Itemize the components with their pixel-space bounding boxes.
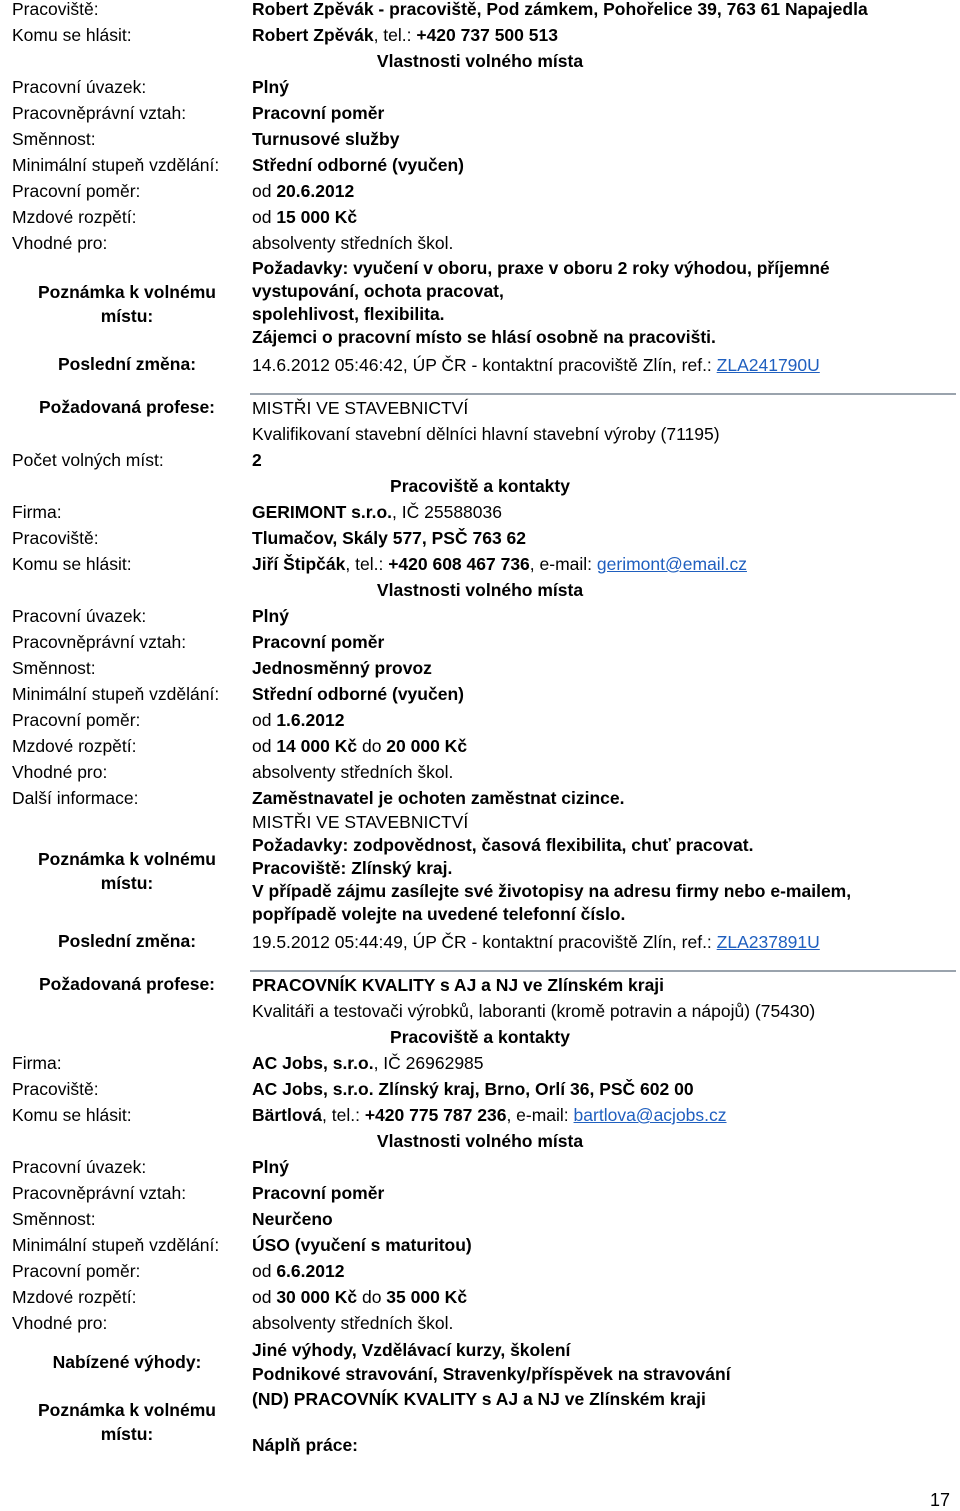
label: Mzdové rozpětí: <box>12 1287 137 1307</box>
note-line: vystupování, ochota pracovat, <box>252 281 504 301</box>
value: Pracovní poměr <box>252 103 385 123</box>
heading: Pracoviště a kontakty <box>390 1027 570 1047</box>
e3-pracoviste-row <box>0 1076 960 1102</box>
value <box>252 1258 344 1284</box>
value <box>252 707 344 733</box>
value: Plný <box>252 606 289 626</box>
tel-label: , tel.: <box>345 554 389 574</box>
label: Minimální stupeň vzdělání: <box>12 684 220 704</box>
contact-phone: +420 608 467 736 <box>388 554 530 574</box>
e2-poznamka-label <box>12 847 242 895</box>
label-line-1: Poznámka k volnému <box>38 1400 216 1420</box>
company-id: 26962985 <box>405 1053 484 1073</box>
label: Komu se hlásit: <box>12 554 132 574</box>
value: absolventy středních škol. <box>252 762 454 782</box>
label: Poslední změna: <box>57 931 197 951</box>
note-line: V případě zájmu zasílejte své životopisy na adresu firmy nebo e-mailem, <box>252 881 852 901</box>
contact-phone: +420 775 787 236 <box>364 1105 507 1125</box>
value: Střední odborné (vyučen) <box>252 684 464 704</box>
e3-vyhody-text <box>252 1338 731 1386</box>
e3-vyhody-label <box>12 1350 242 1374</box>
value: Robert Zpěvák - pracoviště, Pod zámkem, Pohořelice 39, 763 61 Napajedla <box>252 0 868 19</box>
label: Požadovaná profese: <box>38 974 216 994</box>
od-label: od <box>252 710 277 730</box>
value <box>252 551 747 577</box>
value: Pracovní poměr <box>252 632 385 652</box>
e3-profese-row <box>0 972 960 998</box>
salary-from: 14 000 Kč <box>276 736 358 756</box>
value: Plný <box>252 1157 289 1177</box>
e1-zmena-row <box>0 352 960 378</box>
od-label: od <box>252 207 277 227</box>
contact-phone: +420 737 500 513 <box>416 25 558 45</box>
do-label: do <box>357 1287 387 1307</box>
label-line-1: Poznámka k volnému <box>38 282 216 302</box>
e2-firma-row <box>0 499 960 525</box>
od-label: od <box>252 736 277 756</box>
e3-vztah-row <box>0 1180 960 1206</box>
label: Pracovní poměr: <box>12 710 141 730</box>
profession-title: MISTŘI VE STAVEBNICTVÍ <box>252 398 469 418</box>
e3-uvazek-row <box>0 1154 960 1180</box>
e1-pracoviste-row <box>0 0 960 22</box>
e2-poznamka-text <box>252 811 851 926</box>
e1-pomer-row <box>0 178 960 204</box>
e2-vhodne-row <box>0 759 960 785</box>
e1-poznamka-text <box>252 257 830 349</box>
label: Pracovní úvazek: <box>12 606 147 626</box>
label: Komu se hlásit: <box>12 1105 132 1125</box>
label: Pracovněprávní vztah: <box>12 632 187 652</box>
e3-poznamka-label <box>12 1398 242 1446</box>
label: Další informace: <box>12 788 139 808</box>
e2-pomer-row <box>0 707 960 733</box>
salary-from: 30 000 Kč <box>276 1287 358 1307</box>
label: Požadovaná profese: <box>38 397 216 417</box>
salary-to: 20 000 Kč <box>386 736 468 756</box>
salary: 15 000 Kč <box>276 207 358 227</box>
od-label: od <box>252 1287 277 1307</box>
contact-name: Robert Zpěvák <box>252 25 374 45</box>
label: Vhodné pro: <box>12 1313 108 1333</box>
value: Turnusové služby <box>252 129 400 149</box>
contact-name: Jiří Štipčák <box>252 554 346 574</box>
value: Neurčeno <box>252 1209 333 1229</box>
label: Minimální stupeň vzdělání: <box>12 155 220 175</box>
e3-kategorie-row <box>0 998 960 1024</box>
heading: Vlastnosti volného místa <box>376 580 584 600</box>
benefit-line: Podnikové stravování, Stravenky/příspěvek na stravování <box>252 1364 731 1384</box>
value: Střední odborné (vyučen) <box>252 155 464 175</box>
heading: Vlastnosti volného místa <box>376 51 584 71</box>
e2-smennost-row <box>0 655 960 681</box>
e2-pracoviste-row <box>0 525 960 551</box>
value <box>252 178 354 204</box>
ref-link[interactable]: ZLA241790U <box>716 355 820 375</box>
value <box>252 22 558 48</box>
ref-label: , ÚP ČR - kontaktní pracoviště Zlín, ref.: <box>402 355 717 375</box>
e3-vzdelani-row <box>0 1232 960 1258</box>
label: Pracoviště: <box>12 1079 99 1099</box>
label: Pracoviště: <box>12 0 99 19</box>
value: 2 <box>252 450 262 470</box>
do-label: do <box>357 736 387 756</box>
heading: Pracoviště a kontakty <box>390 476 570 496</box>
tel-label: , tel.: <box>373 25 417 45</box>
label: Pracovní úvazek: <box>12 1157 147 1177</box>
e2-profese-row <box>0 395 960 421</box>
e3-komu-row <box>0 1102 960 1128</box>
category: Kvalifikovaní stavební dělníci hlavní stavební výroby (71195) <box>252 424 720 444</box>
od-label: od <box>252 181 277 201</box>
e3-section-heading <box>0 1128 960 1154</box>
profession-title: PRACOVNÍK KVALITY s AJ a NJ ve Zlínském kraji <box>252 975 665 995</box>
label-line-1: Poznámka k volnému <box>38 849 216 869</box>
salary-to: 35 000 Kč <box>386 1287 468 1307</box>
e1-vhodne-row <box>0 230 960 256</box>
start-date: 1.6.2012 <box>276 710 345 730</box>
value: absolventy středních škol. <box>252 1313 454 1333</box>
label: Počet volných míst: <box>12 450 164 470</box>
e2-vzdelani-row <box>0 681 960 707</box>
company-name: AC Jobs, s.r.o. <box>252 1053 374 1073</box>
company-id: 25588036 <box>424 502 502 522</box>
e3-contacts-heading <box>0 1024 960 1050</box>
start-date: 20.6.2012 <box>276 181 355 201</box>
company-name: GERIMONT s.r.o. <box>252 502 393 522</box>
heading: Vlastnosti volného místa <box>376 1131 584 1151</box>
od-label: od <box>252 1261 277 1281</box>
value <box>252 1050 484 1076</box>
label: Směnnost: <box>12 658 96 678</box>
label: Pracovní úvazek: <box>12 77 147 97</box>
timestamp: 14.6.2012 05:46:42 <box>252 355 403 375</box>
e1-vztah-row <box>0 100 960 126</box>
note-line: Požadavky: zodpovědnost, časová flexibilita, chuť pracovat. <box>252 835 754 855</box>
e2-mzda-row <box>0 733 960 759</box>
value <box>252 733 467 759</box>
e2-zmena-row <box>0 929 960 955</box>
e1-section-heading <box>0 48 960 74</box>
value: Jednosměnný provoz <box>252 658 432 678</box>
category: Kvalitáři a testovači výrobků, laboranti (kromě potravin a nápojů) (75430) <box>252 1001 816 1021</box>
value <box>252 499 502 525</box>
e1-smennost-row <box>0 126 960 152</box>
value <box>252 1284 467 1310</box>
label: Pracovněprávní vztah: <box>12 103 187 123</box>
label-line: Nabízené výhody: <box>52 1352 202 1372</box>
value <box>252 1102 727 1128</box>
label: Pracovní poměr: <box>12 181 141 201</box>
start-date: 6.6.2012 <box>276 1261 345 1281</box>
note-line: Náplň práce: <box>252 1435 358 1455</box>
value <box>252 929 820 955</box>
benefit-line: Jiné výhody, Vzdělávací kurzy, školení <box>252 1340 571 1360</box>
e1-komu-row <box>0 22 960 48</box>
e3-smennost-row <box>0 1206 960 1232</box>
label: Pracovní poměr: <box>12 1261 141 1281</box>
e2-uvazek-row <box>0 603 960 629</box>
note-line: MISTŘI VE STAVEBNICTVÍ <box>252 812 469 832</box>
email-link[interactable]: bartlova@acjobs.cz <box>573 1105 727 1125</box>
ico-label: , IČ <box>373 1053 406 1073</box>
e3-mzda-row <box>0 1284 960 1310</box>
value <box>252 204 357 230</box>
note-line: (ND) PRACOVNÍK KVALITY s AJ a NJ ve Zlínském kraji <box>252 1389 706 1409</box>
label: Firma: <box>12 502 62 522</box>
tel-label: , tel.: <box>322 1105 365 1125</box>
e3-poznamka-text <box>252 1387 706 1457</box>
e1-poznamka-label <box>12 280 242 328</box>
e2-contacts-heading <box>0 473 960 499</box>
ref-label: , ÚP ČR - kontaktní pracoviště Zlín, ref.: <box>402 932 717 952</box>
email-label: , e-mail: <box>529 554 597 574</box>
e3-pomer-row <box>0 1258 960 1284</box>
label: Poslední změna: <box>57 354 197 374</box>
e2-vztah-row <box>0 629 960 655</box>
label: Směnnost: <box>12 129 96 149</box>
e3-vhodne-row <box>0 1310 960 1336</box>
note-line: Pracoviště: Zlínský kraj. <box>252 858 453 878</box>
ico-label: , IČ <box>392 502 425 522</box>
email-link[interactable]: gerimont@email.cz <box>596 554 747 574</box>
e2-kategorie-row <box>0 421 960 447</box>
timestamp: 19.5.2012 05:44:49 <box>252 932 403 952</box>
note-line: spolehlivost, flexibilita. <box>252 304 445 324</box>
page-number: 17 <box>930 1490 951 1510</box>
label-line-2: místu: <box>100 306 154 326</box>
label-line-2: místu: <box>100 873 154 893</box>
label: Vhodné pro: <box>12 233 108 253</box>
value: absolventy středních škol. <box>252 233 454 253</box>
value: Tlumačov, Skály 577, PSČ 763 62 <box>252 528 527 548</box>
label: Firma: <box>12 1053 62 1073</box>
e2-pocet-row <box>0 447 960 473</box>
value: Pracovní poměr <box>252 1183 385 1203</box>
label: Vhodné pro: <box>12 762 108 782</box>
label-line-2: místu: <box>100 1424 154 1444</box>
note-line: Požadavky: vyučení v oboru, praxe v oboru 2 roky výhodou, příjemné <box>252 258 830 278</box>
email-label: , e-mail: <box>506 1105 574 1125</box>
note-line: popřípadě volejte na uvedené telefonní číslo. <box>252 904 626 924</box>
label: Pracovněprávní vztah: <box>12 1183 187 1203</box>
contact-name: Bärtlová <box>252 1105 323 1125</box>
value: Plný <box>252 77 289 97</box>
label: Pracoviště: <box>12 528 99 548</box>
label: Komu se hlásit: <box>12 25 132 45</box>
e2-komu-row <box>0 551 960 577</box>
e2-section-heading <box>0 577 960 603</box>
e2-dalsi-row <box>0 785 960 811</box>
note-line: Zájemci o pracovní místo se hlásí osobně na pracovišti. <box>252 327 716 347</box>
e1-vzdelani-row <box>0 152 960 178</box>
value <box>252 352 820 378</box>
value: AC Jobs, s.r.o. Zlínský kraj, Brno, Orlí 36, PSČ 602 00 <box>252 1079 694 1099</box>
value: Zaměstnavatel je ochoten zaměstnat cizince. <box>252 788 625 808</box>
value: ÚSO (vyučení s maturitou) <box>252 1235 472 1255</box>
ref-link[interactable]: ZLA237891U <box>716 932 820 952</box>
e1-uvazek-row <box>0 74 960 100</box>
e3-firma-row <box>0 1050 960 1076</box>
label: Mzdové rozpětí: <box>12 207 137 227</box>
label: Minimální stupeň vzdělání: <box>12 1235 220 1255</box>
label: Směnnost: <box>12 1209 96 1229</box>
label: Mzdové rozpětí: <box>12 736 137 756</box>
e1-mzda-row <box>0 204 960 230</box>
